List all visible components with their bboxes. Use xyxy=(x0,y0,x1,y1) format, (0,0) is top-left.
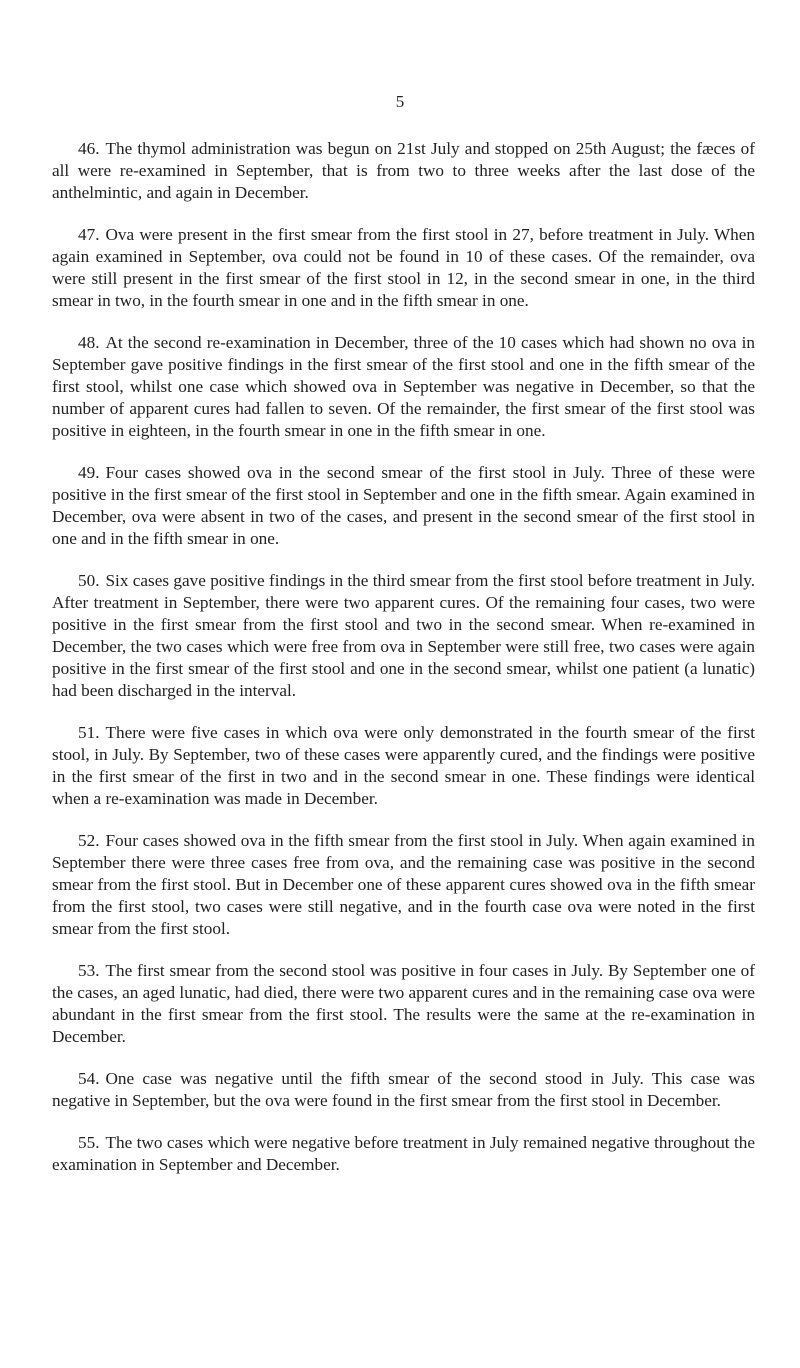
paragraph-text: The two cases which were negative before treatment in July remained negative throughout the examination in September and December. xyxy=(52,1133,755,1174)
paragraph-49 xyxy=(52,462,755,550)
paragraph-text: The thymol administration was begun on 21st July and stopped on 25th August; the fæces of all were re-examined in September, that is from two to three weeks after the last dose of the anthelmintic, and again in December. xyxy=(52,139,755,202)
paragraph-number: 48. xyxy=(78,333,100,352)
paragraph-50 xyxy=(52,570,755,702)
paragraph-number: 51. xyxy=(78,723,100,742)
paragraph-number: 54. xyxy=(78,1069,100,1088)
paragraph-number: 49. xyxy=(78,463,100,482)
paragraph-text: Four cases showed ova in the second smear of the first stool in July. Three of these were positive in the first smear of the first stool in September and one in the fifth smear. Again examined in December, ova were absent in two of the cases, and present in the second smear of the first stool in one and in the fifth smear in one. xyxy=(52,463,755,548)
paragraph-51 xyxy=(52,722,755,810)
paragraph-46 xyxy=(52,138,755,204)
paragraph-54 xyxy=(52,1068,755,1112)
paragraph-text: At the second re-examination in December, three of the 10 cases which had shown no ova in September gave positive findings in the first smear of the first stool and one in the fifth smear of the first stool, whilst one case which showed ova in September was negative in December, so that the number of apparent cures had fallen to seven. Of the remainder, the first smear of the first stool was positive in eighteen, in the fourth smear in one in the fifth smear in one. xyxy=(52,333,755,440)
paragraph-text: One case was negative until the fifth smear of the second stood in July. This case was negative in September, but the ova were found in the first smear from the first stool in December. xyxy=(52,1069,755,1110)
paragraph-52 xyxy=(52,830,755,940)
paragraph-text: Ova were present in the first smear from the first stool in 27, before treatment in July. When again examined in September, ova could not be found in 10 of these cases. Of the remainder, ova were still present in the first smear of the first stool in 12, in the second smear in one, in the third smear in two, in the fourth smear in one and in the fifth smear in one. xyxy=(52,225,755,310)
paragraph-53 xyxy=(52,960,755,1048)
paragraph-number: 47. xyxy=(78,225,100,244)
paragraph-number: 53. xyxy=(78,961,100,980)
paragraph-47 xyxy=(52,224,755,312)
paragraph-text: Six cases gave positive findings in the third smear from the first stool before treatment in July. After treatment in September, there were two apparent cures. Of the remaining four cases, two were positive in the first smear from the first stool and two in the second smear. When re-examined in December, the two cases which were free from ova in September were still free, two cases were again positive in the first smear of the first stool and one in the second smear, whilst one patient (a lunatic) had been discharged in the interval. xyxy=(52,571,755,700)
paragraph-number: 46. xyxy=(78,139,100,158)
paragraph-number: 52. xyxy=(78,831,100,850)
paragraph-48 xyxy=(52,332,755,442)
paragraph-text: The first smear from the second stool was positive in four cases in July. By September one of the cases, an aged lunatic, had died, there were two apparent cures and in the remaining case ova were abundant in the first smear from the first stool. The results were the same at the re-examination in December. xyxy=(52,961,755,1046)
paragraph-text: There were five cases in which ova were only demonstrated in the fourth smear of the first stool, in July. By September, two of these cases were apparently cured, and the findings were positive in the first smear of the first in two and in the second smear in one. These findings were identical when a re-examination was made in December. xyxy=(52,723,755,808)
page-number: 5 xyxy=(395,92,405,111)
paragraph-number: 55. xyxy=(78,1133,100,1152)
paragraph-text: Four cases showed ova in the fifth smear from the first stool in July. When again examined in September there were three cases free from ova, and the remaining case was positive in the second smear from the first stool. But in December one of these apparent cures showed ova in the fifth smear from the first stool, two cases were still negative, and in the fourth case ova were noted in the first smear from the first stool. xyxy=(52,831,755,938)
paragraph-55 xyxy=(52,1132,755,1176)
document-body xyxy=(52,138,755,1196)
paragraph-number: 50. xyxy=(78,571,100,590)
